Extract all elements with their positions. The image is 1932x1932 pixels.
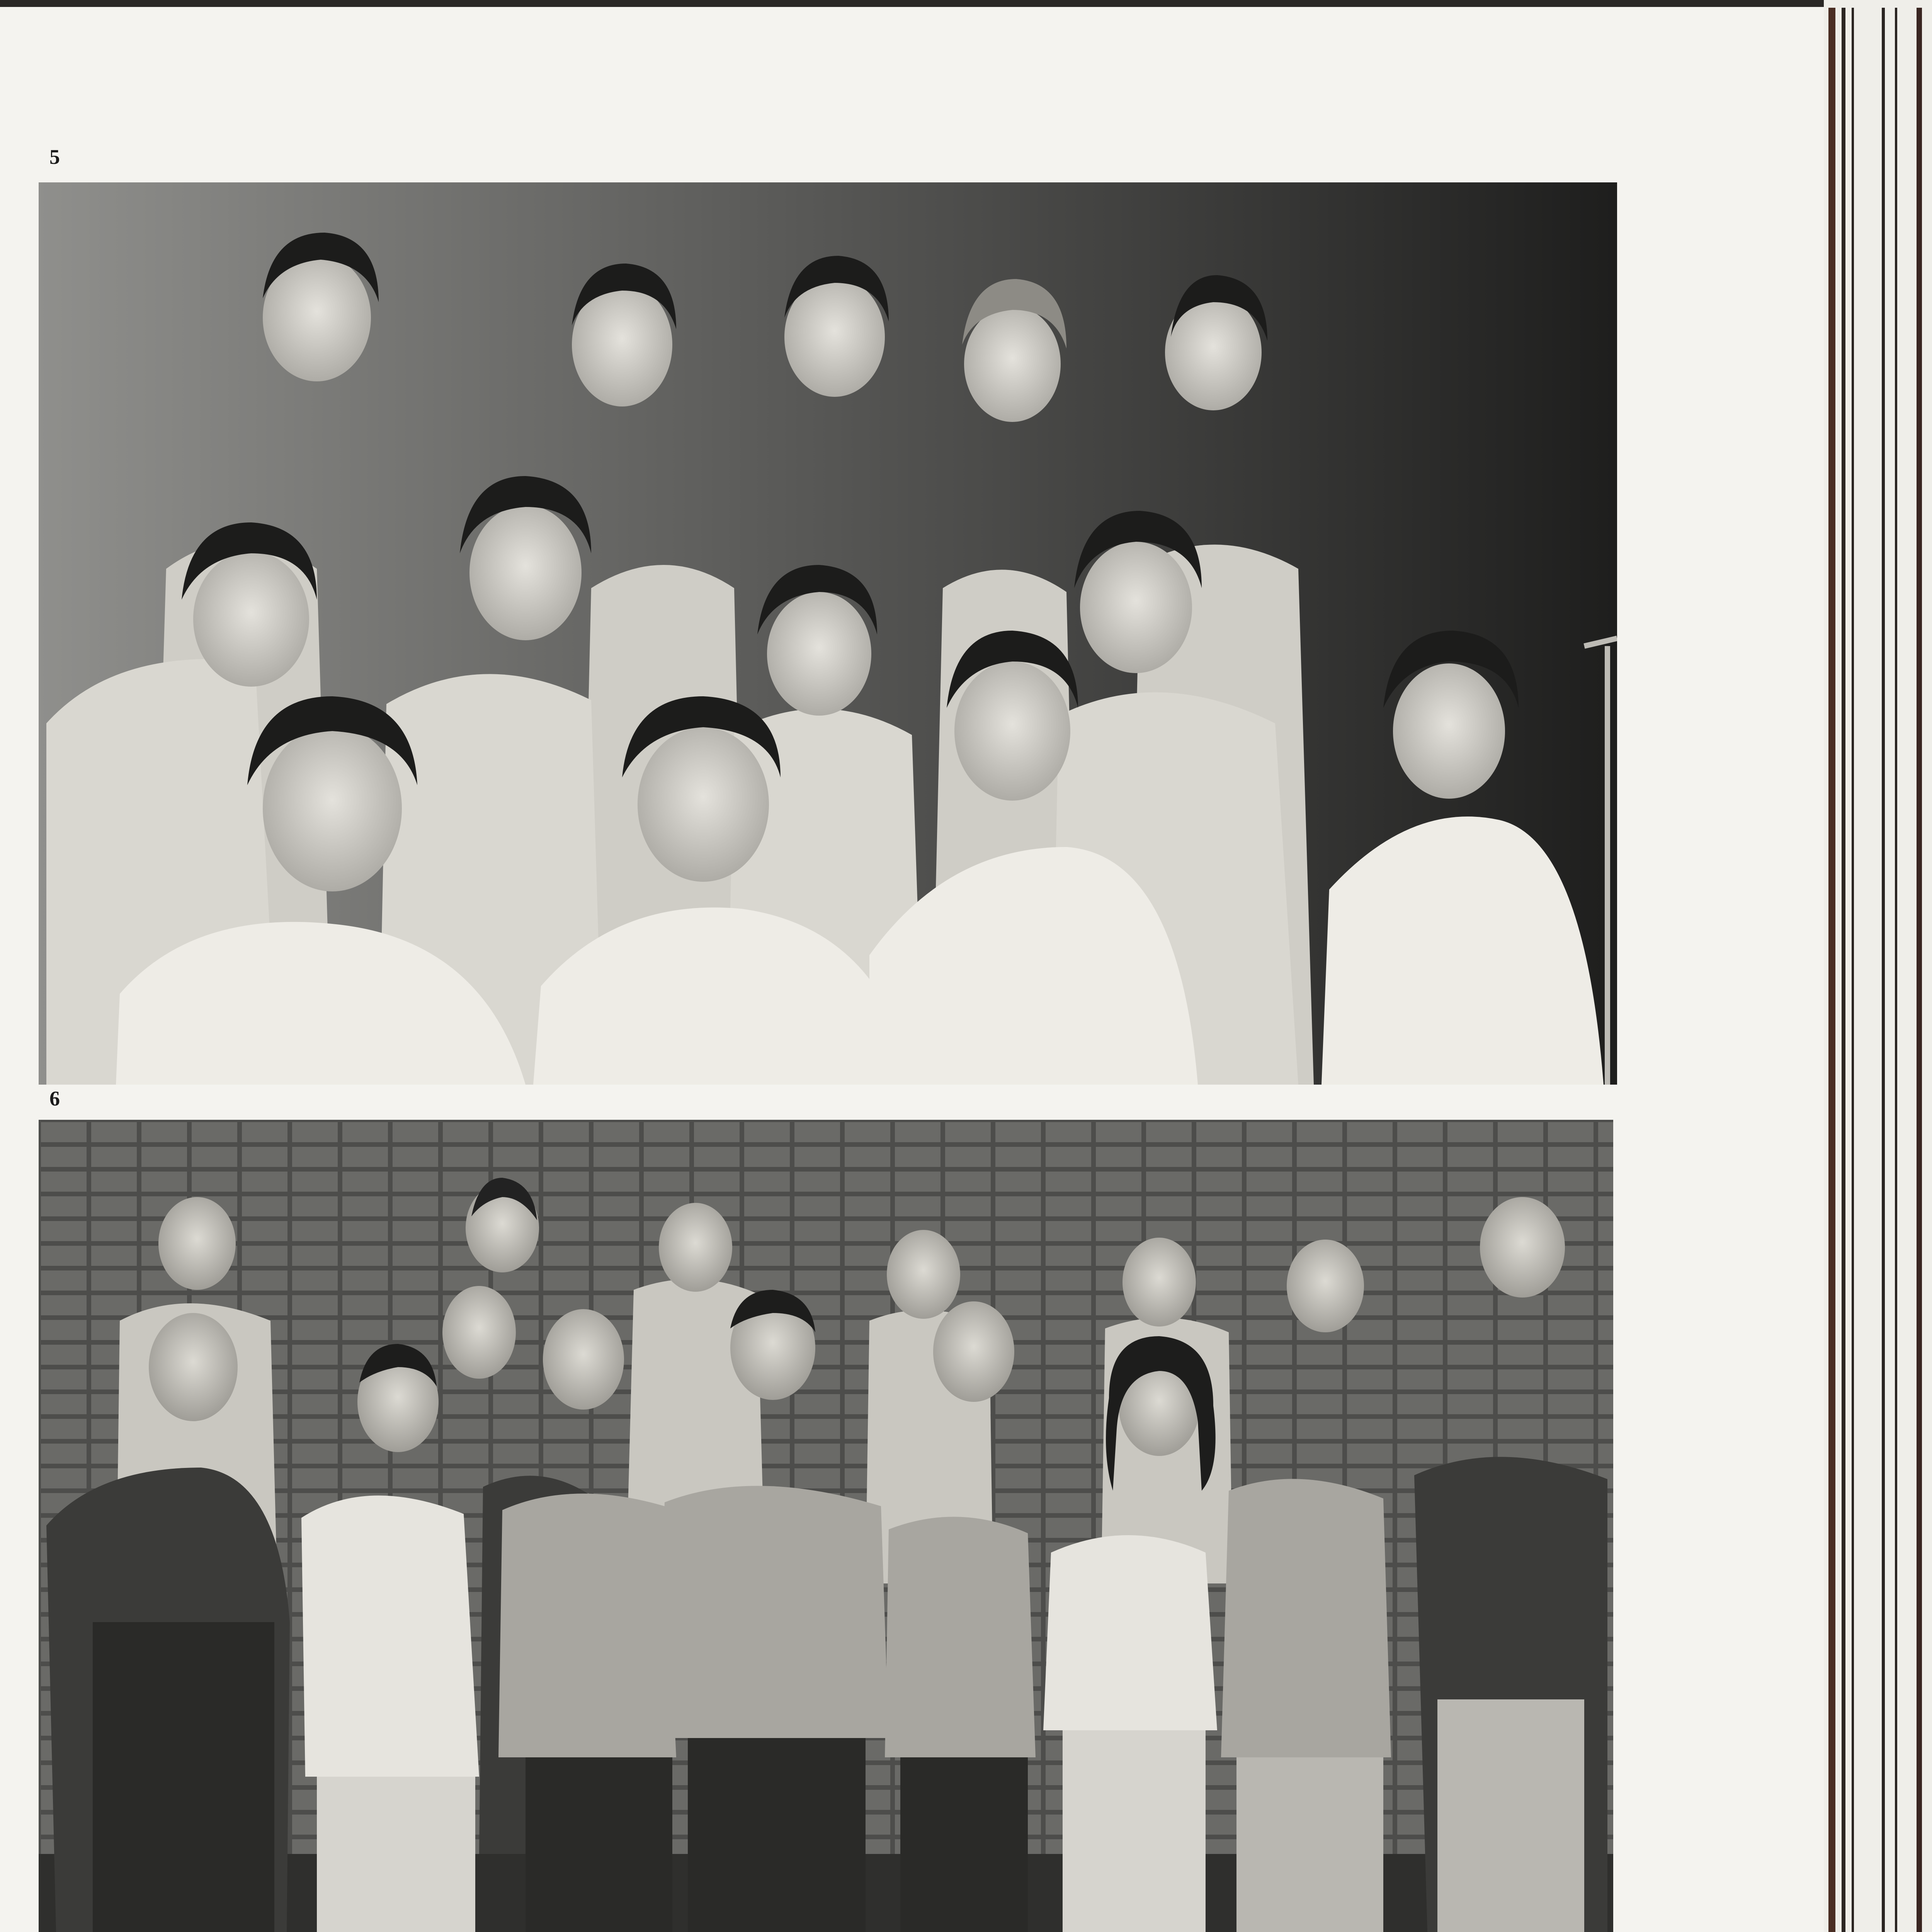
photo-number-5: 5 [49, 145, 60, 168]
custodial-group-photo [39, 1120, 1613, 1932]
photo-number-6: 6 [49, 1087, 60, 1110]
book-binding-edge [1824, 0, 1932, 1932]
page-top-edge [0, 0, 1932, 7]
cafeteria-group-photo [39, 182, 1617, 1085]
